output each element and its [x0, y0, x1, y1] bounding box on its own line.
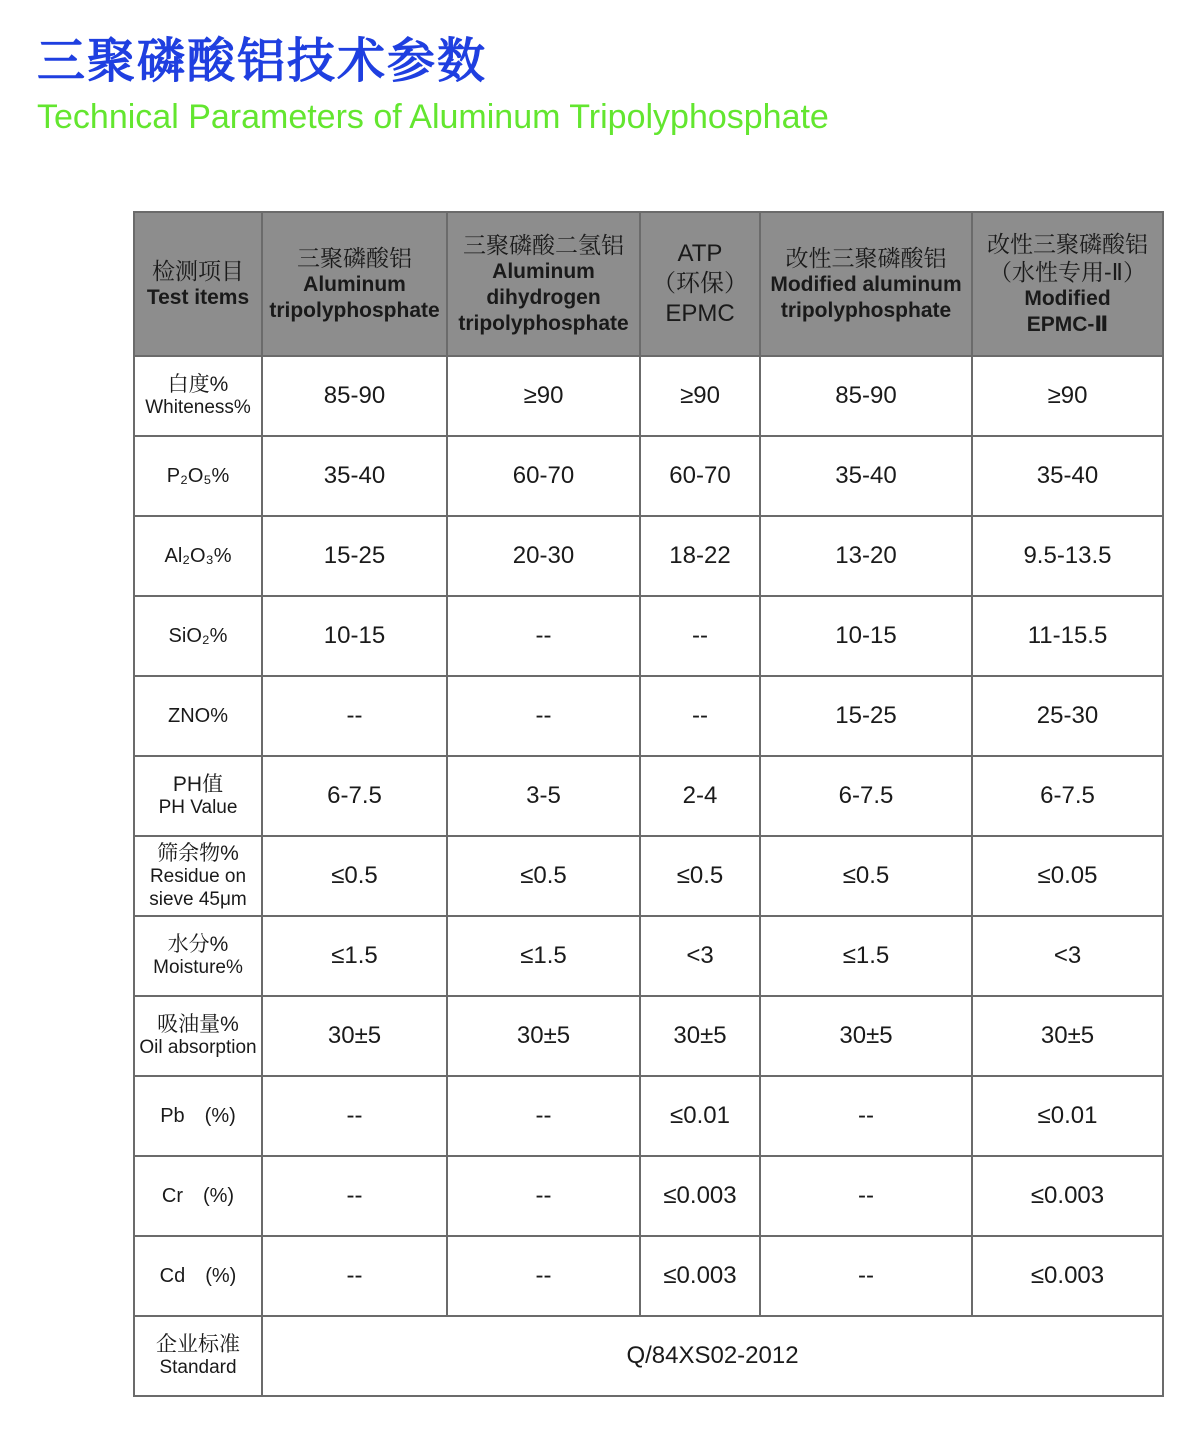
row-ph: [134, 756, 1163, 836]
header-aluminum-dihydrogen-tripolyphosphate: 三聚磷酸二氢铝 Aluminum dihydrogen tripolyphosphate: [447, 212, 640, 356]
table-cell: ≤0.003: [640, 1156, 760, 1236]
table-cell: ≤0.01: [640, 1076, 760, 1156]
table-cell: 10-15: [262, 596, 447, 676]
table-cell: 2-4: [640, 756, 760, 836]
table-cell: ≤0.003: [640, 1236, 760, 1316]
table-cell: ≥90: [640, 356, 760, 436]
row-cr: [134, 1156, 1163, 1236]
row-label: Al₂O₃%: [134, 516, 262, 596]
table-cell: --: [640, 596, 760, 676]
row-label: P₂O₅%: [134, 436, 262, 516]
row-sio2: [134, 596, 1163, 676]
row-label: Cd (%): [134, 1236, 262, 1316]
table-cell: 20-30: [447, 516, 640, 596]
table-cell: --: [447, 1236, 640, 1316]
row-cd: [134, 1236, 1163, 1316]
table-cell: 11-15.5: [972, 596, 1163, 676]
table-cell: --: [640, 676, 760, 756]
table-cell: 30±5: [640, 996, 760, 1076]
table-cell: 60-70: [447, 436, 640, 516]
table-cell: 35-40: [760, 436, 972, 516]
table-cell: 3-5: [447, 756, 640, 836]
header-test-items: 检测项目 Test items: [134, 212, 262, 356]
table-cell: --: [262, 1156, 447, 1236]
table-cell: ≤0.05: [972, 836, 1163, 916]
table-cell: 6-7.5: [760, 756, 972, 836]
table-cell: --: [760, 1236, 972, 1316]
table-cell: ≤0.5: [760, 836, 972, 916]
row-standard: [134, 1316, 1163, 1396]
table-cell: 85-90: [760, 356, 972, 436]
row-label: Pb (%): [134, 1076, 262, 1156]
table-cell: 10-15: [760, 596, 972, 676]
row-label: 筛余物% Residue on sieve 45μm: [134, 836, 262, 916]
table-cell: 13-20: [760, 516, 972, 596]
row-label: Cr (%): [134, 1156, 262, 1236]
table-cell: 30±5: [262, 996, 447, 1076]
row-moisture: [134, 916, 1163, 996]
page-title-en: Technical Parameters of Aluminum Tripolyphosphate: [37, 98, 829, 136]
row-whiteness: [134, 356, 1163, 436]
table-cell: ≤1.5: [262, 916, 447, 996]
table-cell: 60-70: [640, 436, 760, 516]
table-cell: ≥90: [447, 356, 640, 436]
table-cell: 6-7.5: [262, 756, 447, 836]
table-cell: <3: [972, 916, 1163, 996]
table-cell: ≤0.5: [262, 836, 447, 916]
table-cell: <3: [640, 916, 760, 996]
standard-value: Q/84XS02-2012: [262, 1316, 1163, 1396]
row-zno: [134, 676, 1163, 756]
table-cell: ≤1.5: [447, 916, 640, 996]
page-title-cn: 三聚磷酸铝技术参数: [37, 33, 488, 89]
table-cell: 35-40: [262, 436, 447, 516]
row-oil-absorption: [134, 996, 1163, 1076]
table-cell: 30±5: [972, 996, 1163, 1076]
table-cell: --: [262, 676, 447, 756]
table-header-row: [134, 212, 1163, 356]
table-cell: ≥90: [972, 356, 1163, 436]
row-label: 白度% Whiteness%: [134, 356, 262, 436]
row-al2o3: [134, 516, 1163, 596]
row-p2o5: [134, 436, 1163, 516]
table-cell: --: [262, 1076, 447, 1156]
row-label: 水分% Moisture%: [134, 916, 262, 996]
header-modified-aluminum-tripolyphosphate: 改性三聚磷酸铝 Modified aluminum tripolyphosphate: [760, 212, 972, 356]
table-cell: 18-22: [640, 516, 760, 596]
header-modified-epmc-ii: 改性三聚磷酸铝 （水性专用-Ⅱ） Modified EPMC-Ⅱ: [972, 212, 1163, 356]
table-cell: 25-30: [972, 676, 1163, 756]
row-label: 吸油量% Oil absorption: [134, 996, 262, 1076]
table-cell: 9.5-13.5: [972, 516, 1163, 596]
row-label: 企业标准 Standard: [134, 1316, 262, 1396]
row-residue: [134, 836, 1163, 916]
header-aluminum-tripolyphosphate: 三聚磷酸铝 Aluminum tripolyphosphate: [262, 212, 447, 356]
row-label: ZNO%: [134, 676, 262, 756]
table-cell: ≤0.5: [447, 836, 640, 916]
table-cell: ≤0.5: [640, 836, 760, 916]
technical-parameters-table: [133, 211, 1164, 1397]
table-cell: --: [262, 1236, 447, 1316]
table-cell: ≤0.003: [972, 1156, 1163, 1236]
row-pb: [134, 1076, 1163, 1156]
table-cell: 6-7.5: [972, 756, 1163, 836]
table-cell: ≤0.003: [972, 1236, 1163, 1316]
table-cell: ≤0.01: [972, 1076, 1163, 1156]
table-cell: --: [447, 676, 640, 756]
table-cell: --: [447, 1076, 640, 1156]
row-label: SiO₂%: [134, 596, 262, 676]
table-cell: --: [760, 1076, 972, 1156]
table-cell: ≤1.5: [760, 916, 972, 996]
table-cell: 35-40: [972, 436, 1163, 516]
table-cell: 15-25: [760, 676, 972, 756]
table-cell: --: [447, 596, 640, 676]
table-cell: 30±5: [447, 996, 640, 1076]
table-cell: --: [447, 1156, 640, 1236]
row-label: PH值 PH Value: [134, 756, 262, 836]
header-atp-epmc: ATP （环保） EPMC: [640, 212, 760, 356]
table-cell: 30±5: [760, 996, 972, 1076]
table-cell: --: [760, 1156, 972, 1236]
table-cell: 85-90: [262, 356, 447, 436]
table-cell: 15-25: [262, 516, 447, 596]
